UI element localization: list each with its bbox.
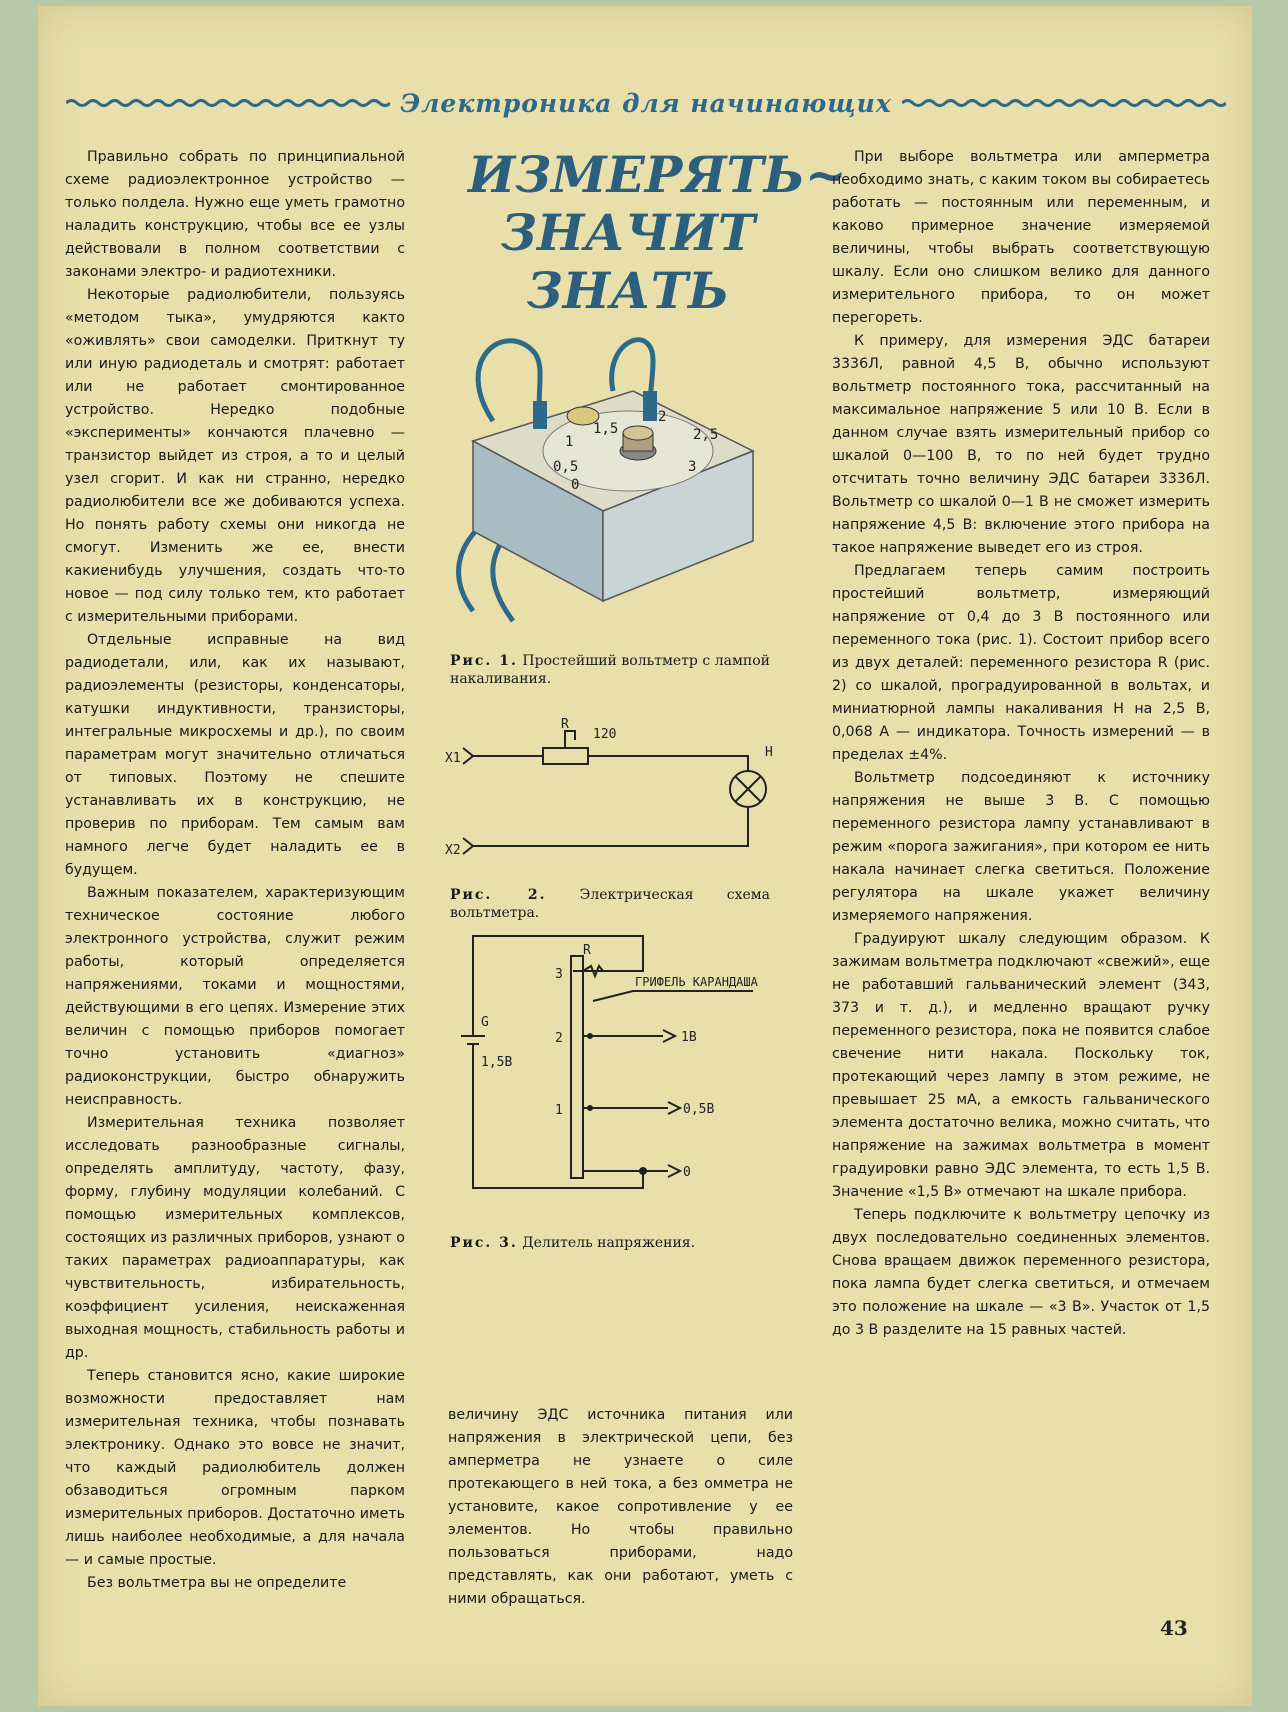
caption-text: Делитель напряжения.: [522, 1235, 696, 1251]
figure-1-voltmeter-illustration: [433, 321, 773, 641]
caption-text: Простейший вольтметр с лампой накаливания.: [450, 653, 770, 687]
caption-label: Рис. 3.: [450, 1235, 518, 1251]
paragraph: Градуируют шкалу следующим образом. К зажимам вольтметра подключают «свежий», еще не работавший гальванический элемент (343, 373 и т. д.), и медленно вращают ручку переменного резистора, пока не появится слабое свечение нити накала. Поскольку ток, протекающий через лампу в этом режиме, не превышает 25 мА, а емкость гальванического элемента достаточно велика, можно считать, что напряжение на зажимах вольтметра в момент градуировки равно ЭДС элемента, то есть 1,5 В. Значение «1,5 В» отмечают на шкале прибора.: [832, 931, 1210, 1200]
dial-label: 2,5: [693, 427, 719, 443]
paragraph: Предлагаем теперь самим построить простейший вольтметр, измеряющий напряжение от 0,4 до 3 В постоянного или переменного тока (рис. 1). Состоит прибор всего из двух деталей: переменного резистора R (рис. 2) со шкалой, проградуированной в вольтах, и миниатюрной лампы накаливания Н на 2,5 В, 0,068 А — индикатора. Точность измерений — в пределах ±4%.: [832, 563, 1210, 763]
dial-label: 1: [565, 434, 574, 450]
paragraph: Некоторые радиолюбители, пользуясь «методом тыка», умудряются както «оживлять» свои самоделки. Приткнут ту или иную радиодеталь и смотрят: работает или не работает смонтированное устройство. Нередко подобные «эксперименты» кончаются плачевно — транзистор выйдет из строя, а то и целый узел сгорит. И как ни странно, нередко радиолюбители все же добиваются успеха. Но понять работу схемы они никогда не смогут. Изменить же ее, внести какиенибудь улучшения, создать что-то новое — под силу только тем, кто работает с измерительными приборами.: [65, 287, 405, 625]
column-2-text: [448, 1404, 793, 1611]
paragraph: Теперь подключите к вольтметру цепочку из двух последовательно соединенных элементов. Снова вращаем движок переменного резистора, пока лампа будет слегка светиться, и отмечаем это положение на шкале — «3 В». Участок от 1,5 до 3 В разделите на 15 равных частей.: [832, 1207, 1210, 1338]
schematic-label-r: R: [561, 717, 569, 732]
divider-label-r: R: [583, 943, 591, 958]
paragraph: Вольтметр подсоединяют к источнику напряжения не выше 3 В. С помощью переменного резистора лампу устанавливают в режим «порога зажигания», при котором ее нить накала начинает слегка светиться. Положение регулятора на шкале укажет величину измеряемого напряжения.: [832, 770, 1210, 924]
figure-2-schematic: [443, 716, 783, 876]
divider-tap-3: 3: [555, 967, 563, 982]
paragraph: К примеру, для измерения ЭДС батареи 3336Л, равной 4,5 В, обычно используют вольтметр постоянного тока, рассчитанный на максимальное напряжение 5 или 10 В. Если в данном случае взять измерительный прибор со шкалой 0—100 В, то по ней будет трудно отсчитать точно величину ЭДС батареи 3336Л. Вольтметр со шкалой 0—1 В не сможет измерить напряжение 4,5 В: включение этого прибора на такое напряжение выведет его из строя.: [832, 333, 1210, 556]
divider-label-g: G: [481, 1015, 489, 1030]
dial-label: 1,5: [593, 421, 619, 437]
paragraph: Теперь становится ясно, какие широкие возможности предоставляет нам измерительная техника, чтобы познавать электронику. Однако это вовсе не значит, что каждый радиолюбитель должен обзаводиться огромным парком измерительных приборов. Достаточно иметь лишь наиболее необходимые, а для начала — и самые простые.: [65, 1368, 405, 1568]
column-1: [65, 146, 405, 1595]
figure-3-voltage-divider: [443, 926, 783, 1216]
schematic-label-x2: X2: [445, 843, 461, 858]
magazine-page: [38, 6, 1252, 1706]
paragraph: Правильно собрать по принципиальной схеме радиоэлектронное устройство — только полдела. Нужно еще уметь грамотно наладить конструкцию, чтобы все ее узлы действовали в полном соответствии с законами электро- и радиотехники.: [65, 149, 405, 280]
dial-label: 2: [658, 409, 667, 425]
paragraph: Измерительная техника позволяет исследовать разнообразные сигналы, определять амплитуду, частоту, фазу, форму, глубину модуляции колебаний. С помощью измерительных комплексов, состоящих из различных приборов, узнают о таких параметрах радиоаппаратуры, как чувствительность, избирательность, коэффициент усиления, неискаженная выходная мощность, стабильность работы и др.: [65, 1115, 405, 1361]
title-line: ИЗМЕРЯТЬ~: [468, 145, 847, 204]
paragraph: Отдельные исправные на вид радиодетали, или, как их называют, радиоэлементы (резисторы, конденсаторы, катушки индуктивности, транзисторы, интегральные микросхемы и др.), по своим параметрам могут значительно отличаться от типовых. Поэтому не спешите устанавливать их в конструкцию, не проверив по приборам. Тем самым вам намного легче будет наладить ее в будущем.: [65, 632, 405, 878]
section-header: [66, 88, 1226, 118]
dial-label: 0: [571, 477, 580, 493]
schematic-label-x1: X1: [445, 751, 461, 766]
paragraph: При выборе вольтметра или амперметра необходимо знать, с каким током вы собираетесь работать — постоянным или переменным, и каково примерное значение измеряемой величины, чтобы выбрать соответствующую шкалу. Если оно слишком велико для данного измерительного прибора, то он может перегореть.: [832, 149, 1210, 326]
paragraph: Важным показателем, характеризующим техническое состояние любого электронного устройства, служит режим работы, который определяется напряжениями, токами и мощностями, действующими в его цепях. Измерение этих величин с помощью приборов помогает точно установить «диагноз» радиоконструкции, быстро обнаружить неисправность.: [65, 885, 405, 1108]
dial-label: 0,5: [553, 459, 579, 475]
article-title: [468, 145, 847, 320]
page-number: 43: [1160, 1616, 1188, 1640]
divider-tap-2: 2: [555, 1031, 563, 1046]
divider-label-g-value: 1,5В: [481, 1055, 513, 1070]
column-3: [832, 146, 1210, 1342]
title-line: ЗНАТЬ: [526, 261, 730, 320]
paragraph: величину ЭДС источника питания или напряжения в электрической цепи, без амперметра не узнаете о силе протекающего в ней тока, а без омметра не установите, какое сопротивление у ее элементов. Но чтобы правильно пользоваться приборами, надо представлять, как они работают, уметь с ними обращаться.: [448, 1407, 793, 1607]
figure-1-caption: [450, 652, 770, 688]
caption-text: Электрическая схема вольтметра.: [450, 887, 770, 921]
title-line: ЗНАЧИТ: [500, 203, 756, 262]
caption-label: Рис. 1.: [450, 653, 518, 669]
wavy-rule-right: [902, 98, 1226, 108]
divider-out-0: 0: [683, 1165, 691, 1180]
figure-2-caption: [450, 886, 770, 922]
schematic-label-r-value: 120: [593, 727, 617, 742]
section-title: Электроника для начинающих: [400, 88, 892, 118]
dial-label: 3: [688, 459, 697, 475]
schematic-label-h: H: [765, 745, 773, 760]
divider-tap-1: 1: [555, 1103, 563, 1118]
paragraph: Без вольтметра вы не определите: [87, 1575, 347, 1591]
caption-label: Рис. 2.: [450, 887, 547, 903]
divider-out-05v: 0,5В: [683, 1102, 715, 1117]
divider-label-pencil: ГРИФЕЛЬ КАРАНДАША: [635, 975, 758, 989]
figure-3-caption: [450, 1234, 770, 1252]
divider-out-1v: 1В: [681, 1030, 697, 1045]
wavy-rule-left: [66, 98, 390, 108]
